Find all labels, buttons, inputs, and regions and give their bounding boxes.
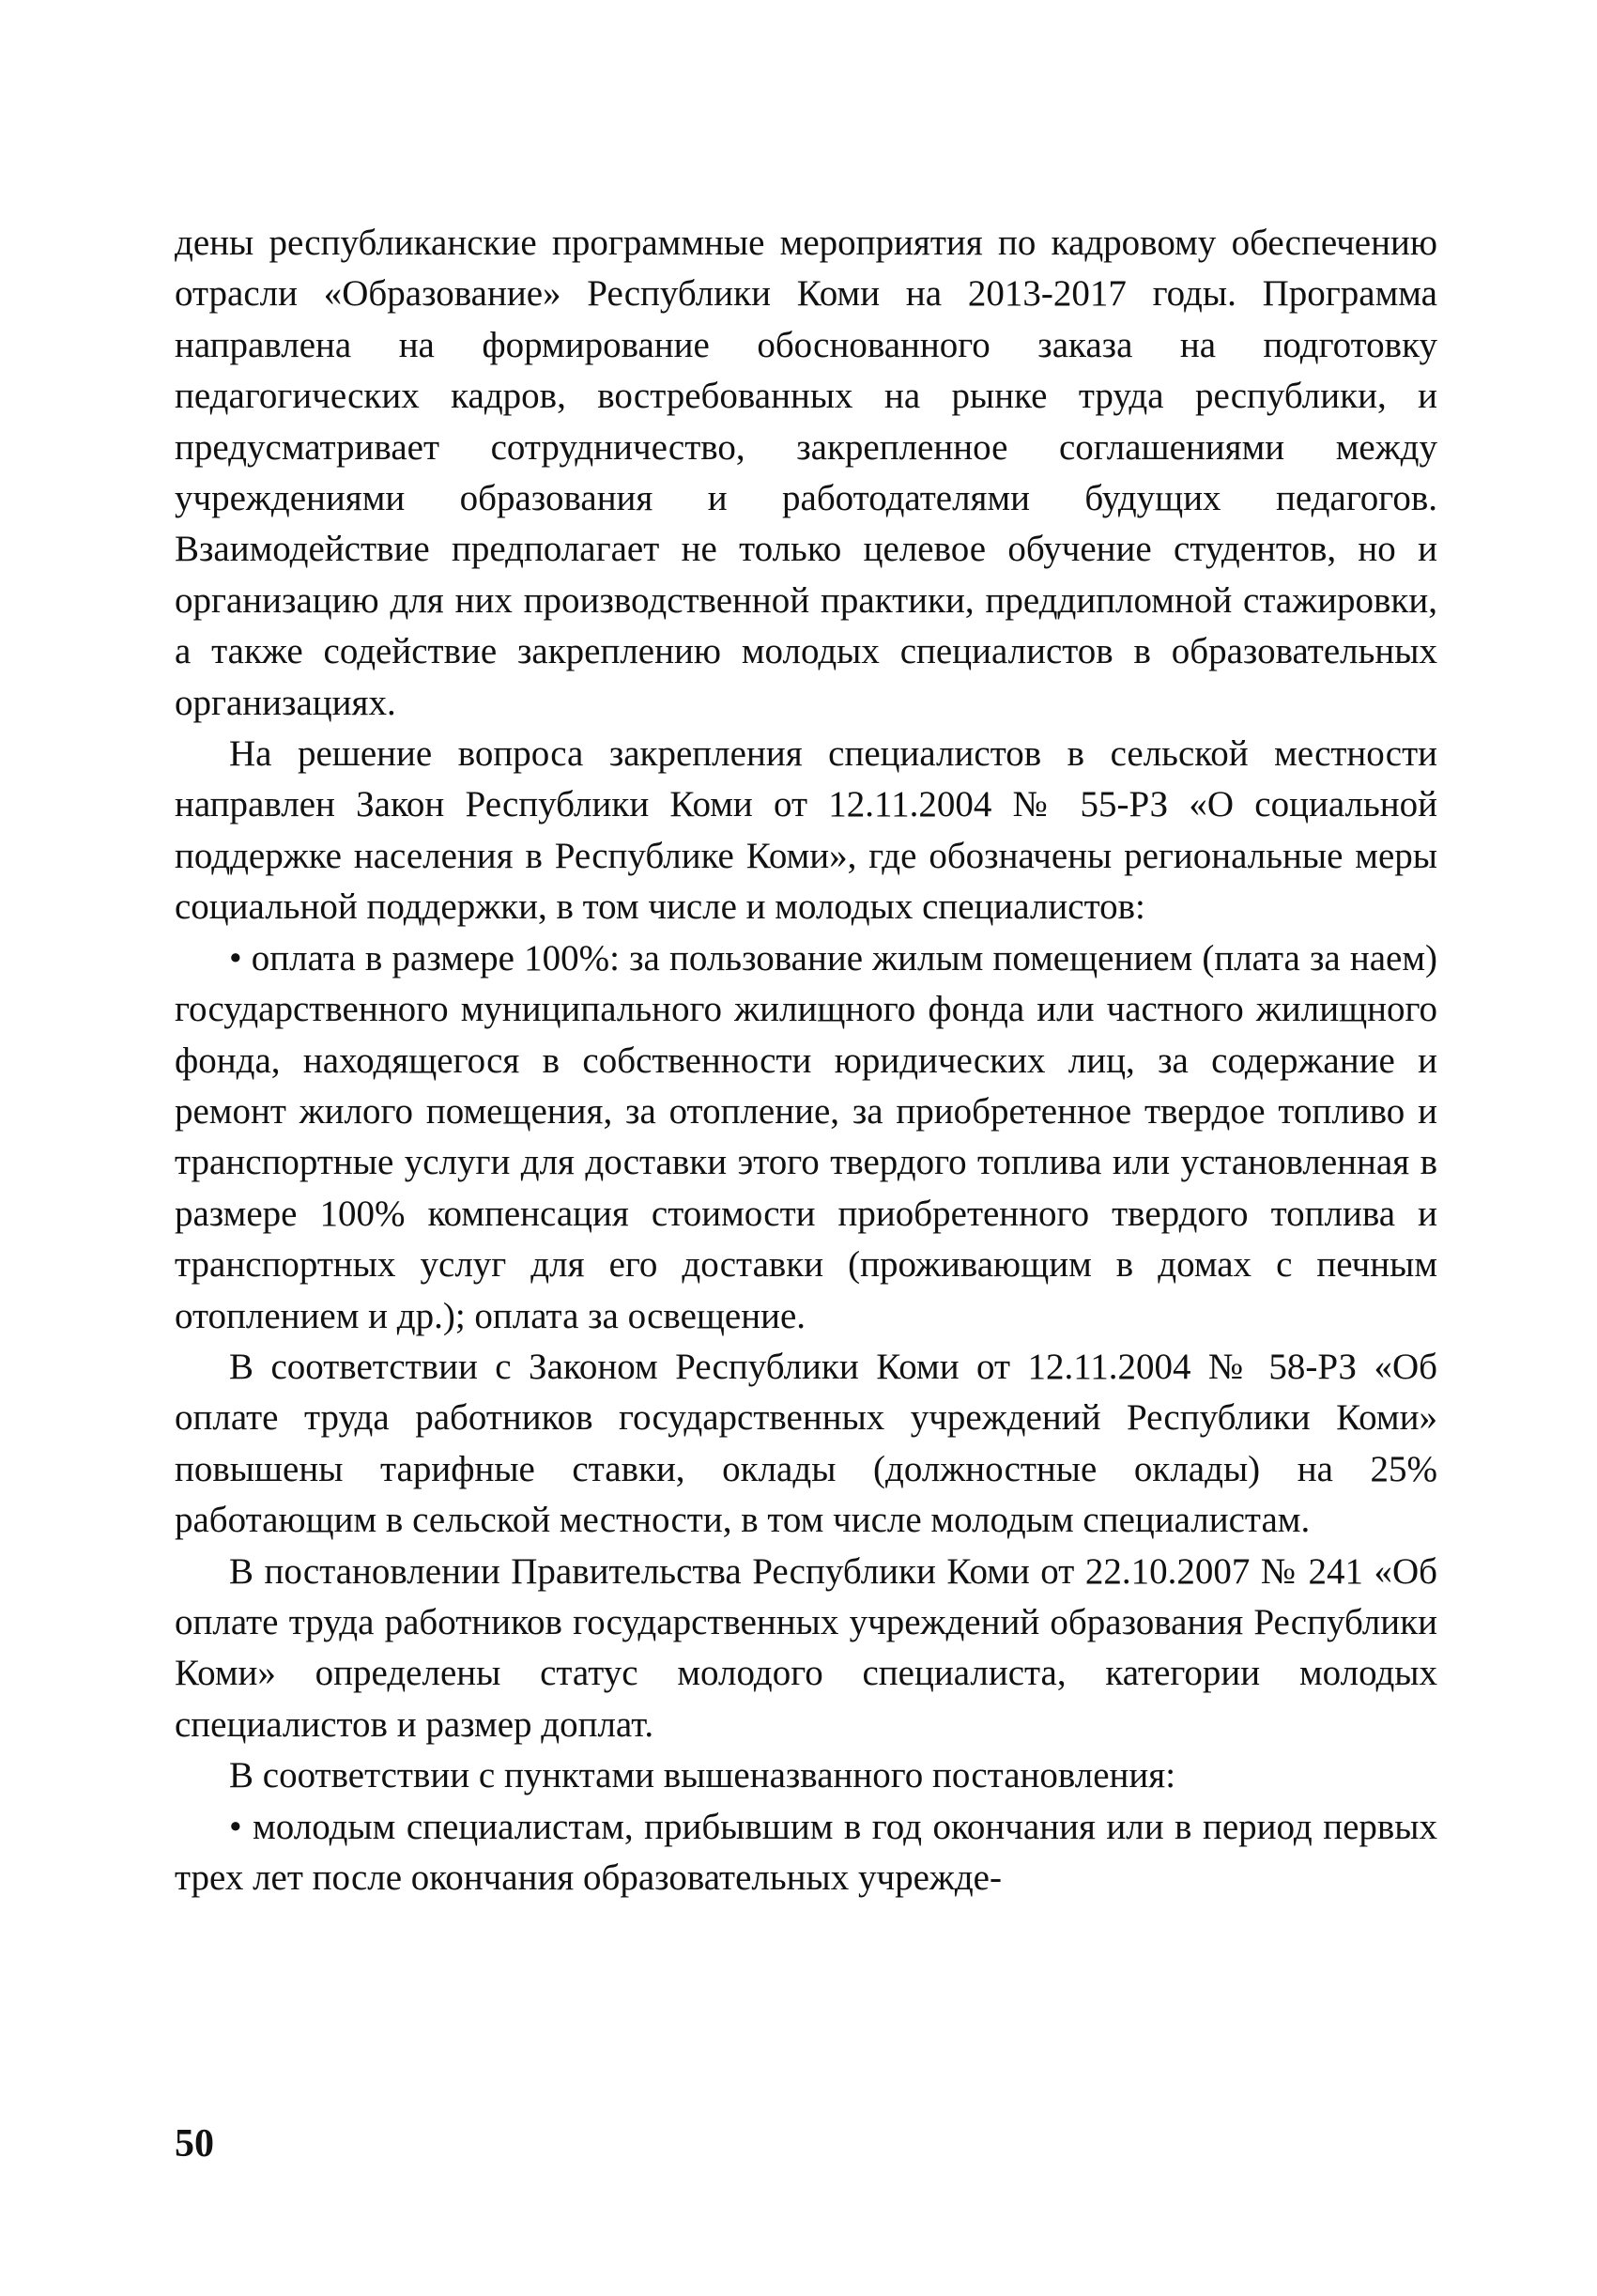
paragraph-4: В постановлении Правительства Республики Коми от 22.10.2007 № 241 «Об оплате труда работников государственных учреждений образования Республики Коми» определены статус молодого специалиста, категории молодых специалистов и размер доплат. — [175, 1550, 1437, 1745]
page-number: 50 — [175, 2122, 214, 2165]
page-body — [175, 218, 1437, 1903]
paragraph-3: В соответствии с Законом Республики Коми от 12.11.2004 № 58-РЗ «Об оплате труда работников государственных учреждений Республики Коми» повышены тарифные ставки, оклады (должностные оклады) на 25% работающим в сельской местности, в том числе молодым специалистам. — [175, 1346, 1437, 1541]
bullet-paragraph-2: • молодым специалистам, прибывшим в год окончания или в период первых трех лет после окончания образовательных учрежде- — [175, 1806, 1437, 1898]
paragraph-1: дены республиканские программные мероприятия по кадровому обеспечению отрасли «Образование» Республики Коми на 2013-2017 годы. Программа направлена на формирование обоснованного заказа на подготовку педагогических кадров, востребованных на рынке труда республики, и предусматривает сотрудничество, закрепленное соглашениями между учреждениями образования и работодателями будущих педагогов. Взаимодействие предполагает не только целевое обучение студентов, но и организацию для них производственной практики, преддипломной стажировки, а также содействие закреплению молодых специалистов в образовательных организациях. — [175, 223, 1437, 723]
paragraph-5: В соответствии с пунктами вышеназванного постановления: — [229, 1755, 1176, 1796]
bullet-paragraph-1: • оплата в размере 100%: за пользование жилым помещением (плата за наем) государственного муниципального жилищного фонда или частного жилищного фонда, находящегося в собственности юридических лиц, за содержание и ремонт жилого помещения, за отопление, за приобретенное твердое топливо и транспортные услуги для доставки этого твердого топлива или установленная в размере 100% компенсация стоимости приобретенного твердого топлива и транспортных услуг для его доставки (проживающим в домах с печным отоплением и др.); оплата за освещение. — [175, 937, 1437, 1336]
paragraph-2: На решение вопроса закрепления специалистов в сельской местности направлен Закон Республики Коми от 12.11.2004 № 55-РЗ «О социальной поддержке населения в Республике Коми», где обозначены региональные меры социальной поддержки, в том числе и молодых специалистов: — [175, 733, 1437, 928]
